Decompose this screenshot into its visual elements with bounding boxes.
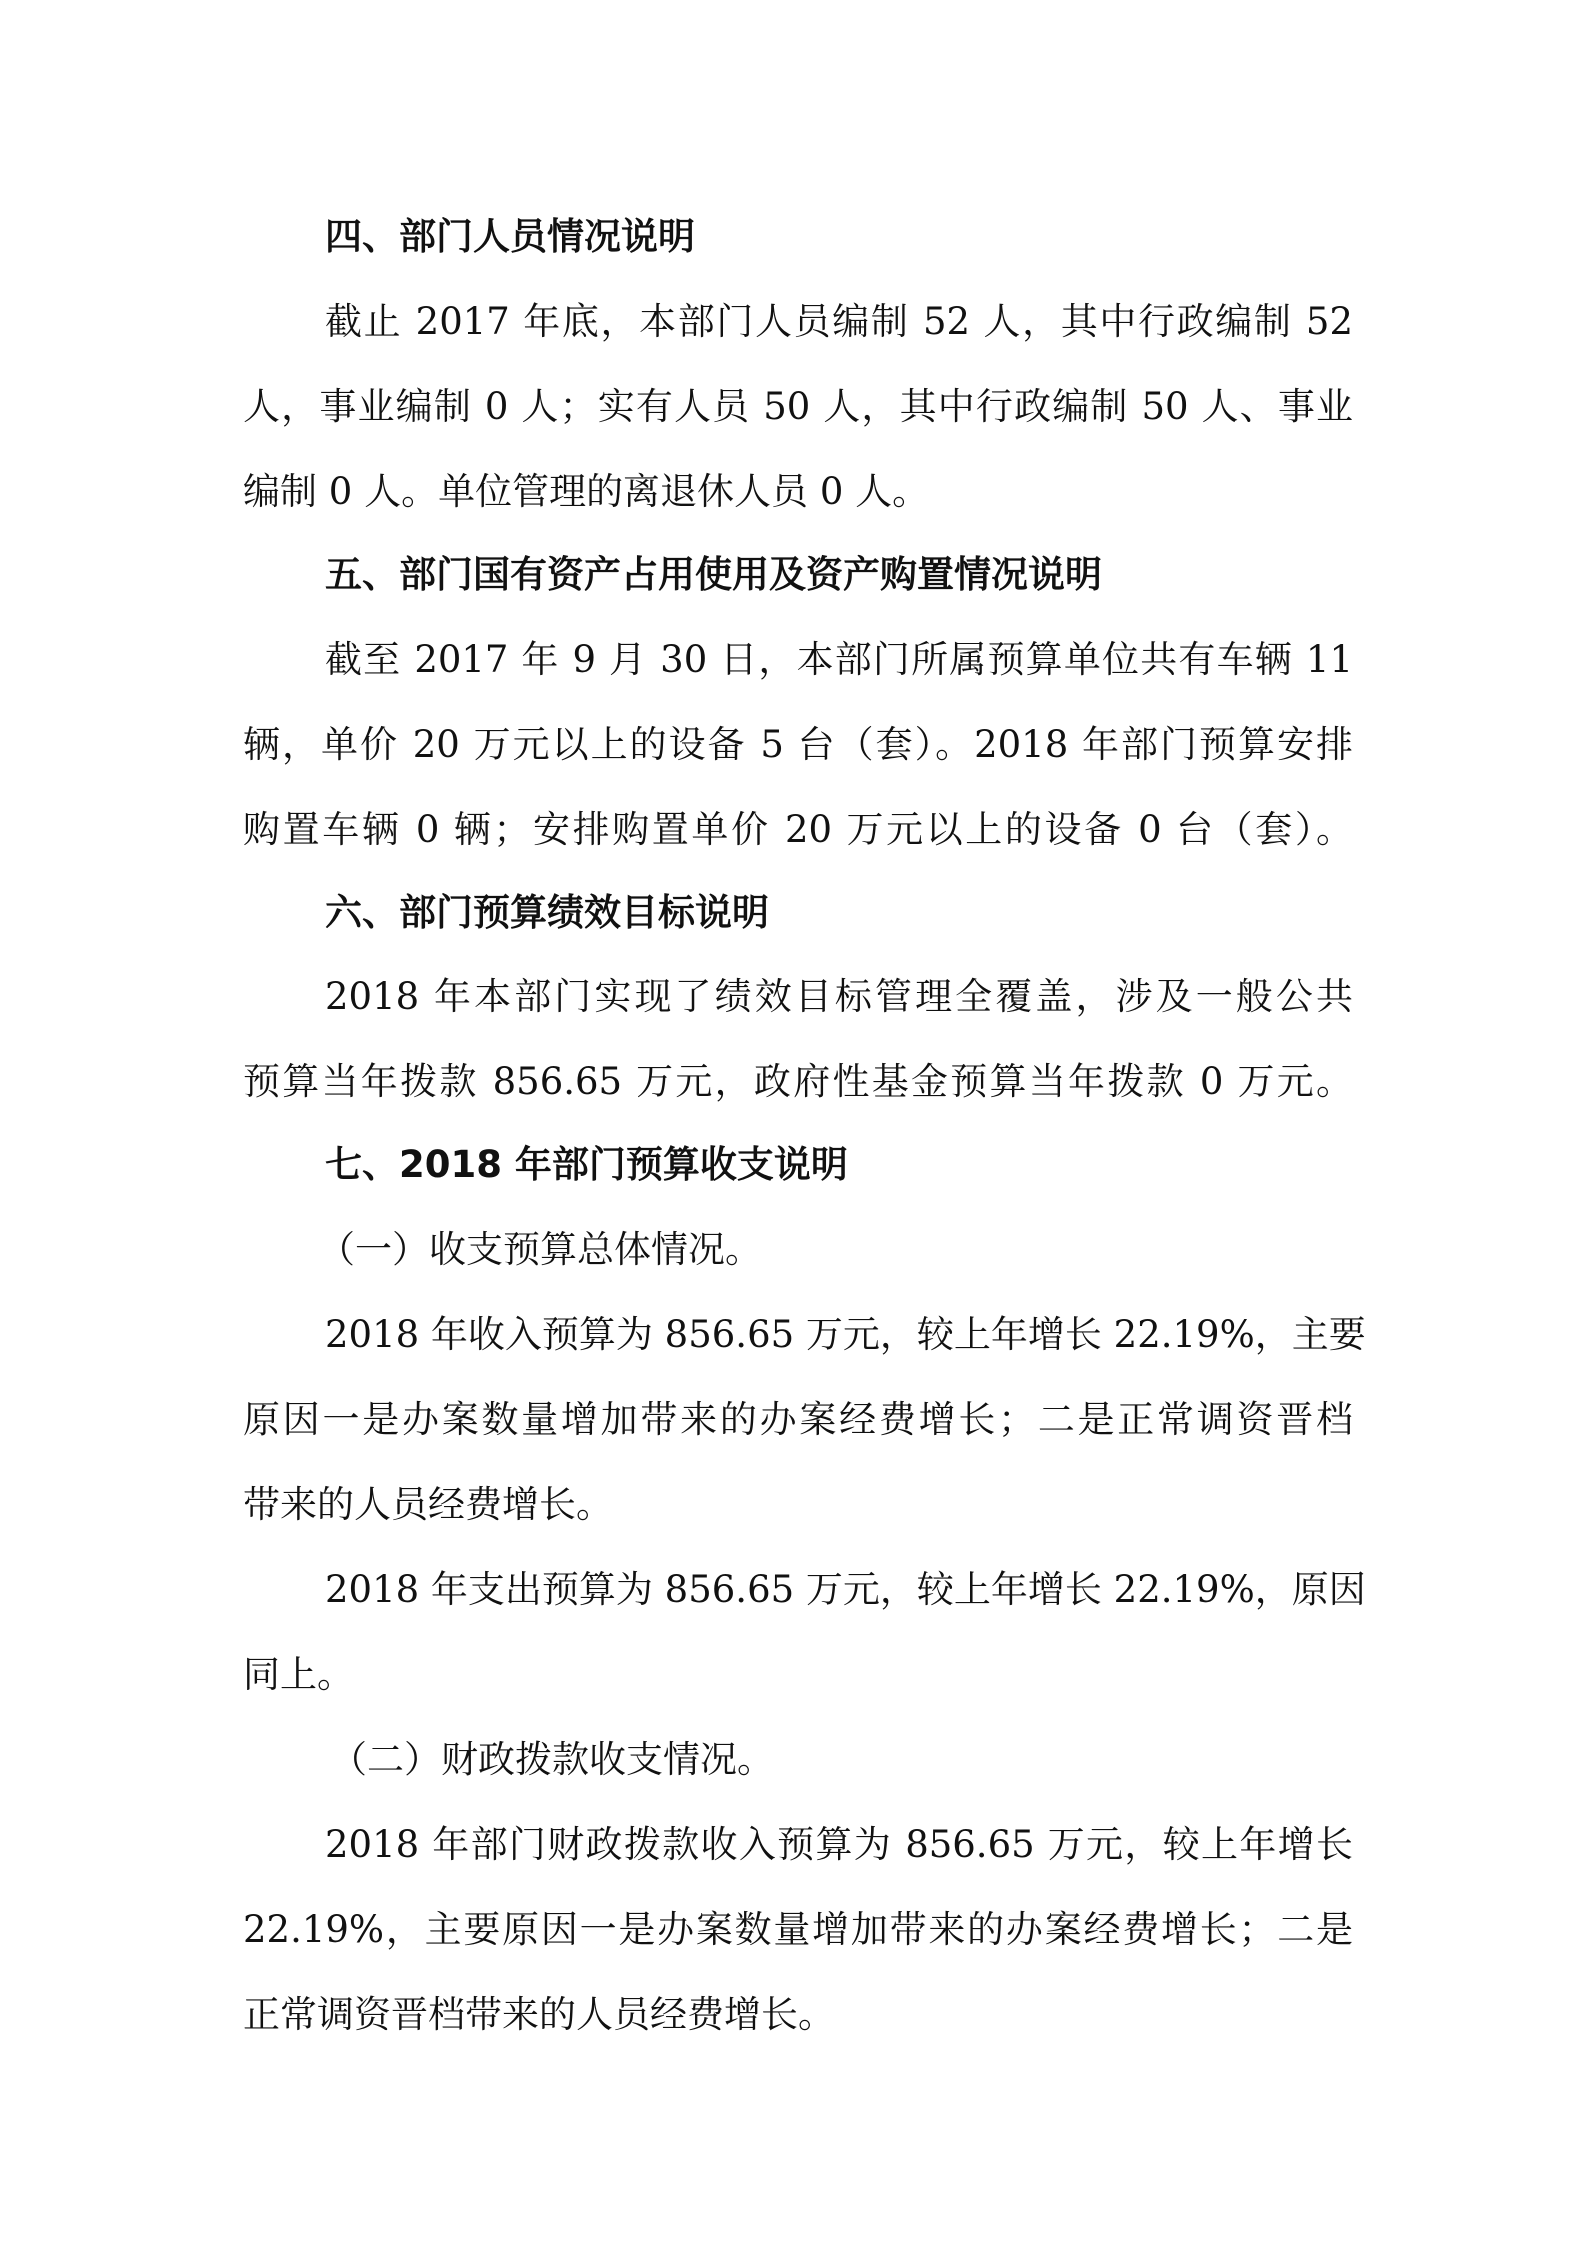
paragraph-line: 购置车辆 0 辆；安排购置单价 20 万元以上的设备 0 台（套）。	[243, 808, 1353, 851]
paragraph-line: 2018 年本部门实现了绩效目标管理全覆盖，涉及一般公共	[325, 975, 1353, 1018]
paragraph-line: 编制 0 人。单位管理的离退休人员 0 人。	[243, 470, 930, 513]
subsection-2-heading: （二）财政拨款收支情况。	[330, 1738, 774, 1781]
paragraph-line: 预算当年拨款 856.65 万元，政府性基金预算当年拨款 0 万元。	[243, 1060, 1353, 1103]
paragraph-line: 2018 年部门财政拨款收入预算为 856.65 万元，较上年增长	[325, 1823, 1353, 1866]
paragraph-line: 截止 2017 年底，本部门人员编制 52 人，其中行政编制 52	[325, 300, 1353, 343]
paragraph-line: 2018 年收入预算为 856.65 万元，较上年增长 22.19%，主要	[325, 1313, 1366, 1356]
paragraph-line: 人，事业编制 0 人；实有人员 50 人，其中行政编制 50 人、事业	[243, 385, 1353, 428]
section-4-heading: 四、部门人员情况说明	[325, 215, 695, 258]
paragraph-line: 原因一是办案数量增加带来的办案经费增长；二是正常调资晋档	[243, 1398, 1353, 1441]
section-5-heading: 五、部门国有资产占用使用及资产购置情况说明	[325, 553, 1102, 596]
paragraph-line: 截至 2017 年 9 月 30 日，本部门所属预算单位共有车辆 11	[325, 638, 1353, 681]
paragraph-line: 2018 年支出预算为 856.65 万元，较上年增长 22.19%，原因	[325, 1568, 1366, 1611]
section-6-heading: 六、部门预算绩效目标说明	[325, 891, 769, 934]
paragraph-line: 22.19%，主要原因一是办案数量增加带来的办案经费增长；二是	[243, 1908, 1353, 1951]
paragraph-line: 带来的人员经费增长。	[243, 1483, 613, 1526]
paragraph-line: 辆，单价 20 万元以上的设备 5 台（套）。2018 年部门预算安排	[243, 723, 1353, 766]
paragraph-line: 正常调资晋档带来的人员经费增长。	[243, 1993, 835, 2036]
paragraph-line: 同上。	[243, 1653, 354, 1696]
section-7-heading: 七、2018 年部门预算收支说明	[325, 1143, 848, 1186]
subsection-1-heading: （一）收支预算总体情况。	[318, 1228, 762, 1271]
